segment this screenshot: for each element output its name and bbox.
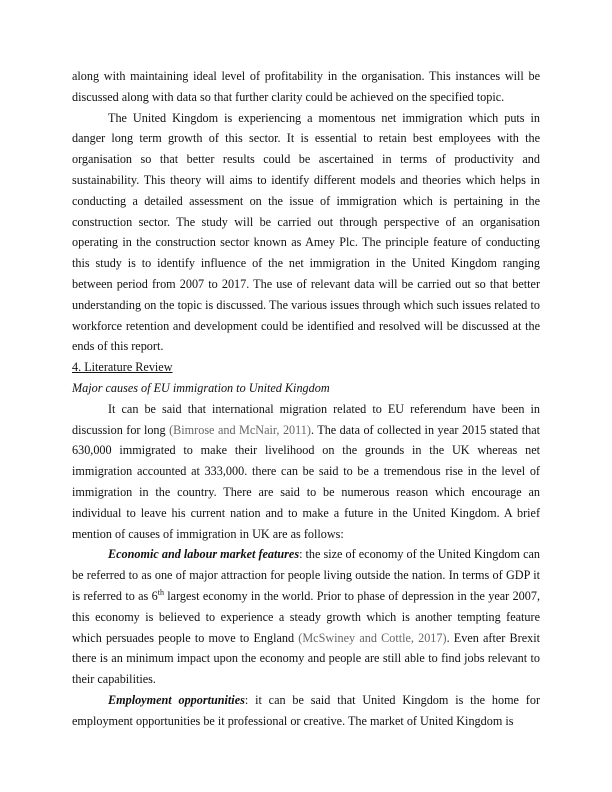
citation-mcswiney-cottle: (McSwiney and Cottle, 2017) bbox=[298, 630, 447, 645]
paragraph-employment-text: : it can be said that United Kingdom is the home for employment opportunities be it professional or creative. The market of United Kingdom is bbox=[72, 692, 540, 728]
paragraph-causes bbox=[72, 399, 540, 545]
paragraph-economic-features bbox=[72, 544, 540, 690]
subheading-major-causes: Major causes of EU immigration to United Kingdom bbox=[72, 380, 330, 395]
document-page bbox=[72, 66, 540, 732]
paragraph-causes-text-start: It can be said that international migration related to EU referendum have been in discussion for long bbox=[72, 401, 540, 437]
paragraph-employment-opportunities bbox=[72, 690, 540, 732]
paragraph-economic-text-3: . Even after Brexit there is an minimum impact upon the economy and people are still able to find jobs relevant to their capabilities. bbox=[72, 630, 540, 687]
paragraph-economic-text-1: : the size of economy of the United Kingdom can be referred to as one of major attraction for people living outside the nation. In terms of GDP it is referred to as 6 bbox=[72, 547, 540, 603]
term-economic-labour-market: Economic and labour market features bbox=[108, 547, 300, 562]
paragraph-uk-immigration: The United Kingdom is experiencing a momentous net immigration which puts in danger long term growth of this sector. It is essential to retain best employees with the organisation so that better results could be ascertained in terms of productivity and sustainability. This theory will aims to identify different models and theories which helps in conducting a detailed assessment on the issue of immigration which is pertaining in the construction sector. The study will be carried out through perspective of an organisation operating in the construction sector known as Amey Plc. The principle feature of conducting this study is to identify influence of the net immigration in the United Kingdom ranging between period from 2007 to 2017. The use of relevant data will be carried out so that better understanding on the topic is discussed. The various issues through which such issues related to workforce retention and development could be identified and resolved will be discussed at the ends of this report. bbox=[72, 110, 540, 354]
section-heading-literature-review: 4. Literature Review bbox=[72, 360, 173, 375]
paragraph-economic-text-2: largest economy in the world. Prior to phase of depression in the year 2007, this economy is believed to experience a steady growth which is another tempting feature which persuades people to move to England bbox=[72, 588, 540, 645]
paragraph-intro-continuation: along with maintaining ideal level of profitability in the organisation. This instances will be discussed along with data so that further clarity could be achieved on the specified topic. bbox=[72, 69, 540, 104]
citation-bimrose-mcnair: (Bimrose and McNair, 2011) bbox=[169, 422, 311, 437]
superscript-ordinal: th bbox=[157, 587, 164, 597]
paragraph-causes-text-end: . The data of collected in year 2015 stated that 630,000 immigrated to make their livelihood on the grounds in the UK whereas net immigration accounted at 333,000. there can be said to be a tremendous rise in the level of immigration in the country. There are said to be numerous reason which encourage an individual to leave his current nation and to make a future in the United Kingdom. A brief mention of causes of immigration in UK are as follows: bbox=[72, 422, 540, 541]
term-employment-opportunities: Employment opportunities bbox=[108, 692, 245, 707]
